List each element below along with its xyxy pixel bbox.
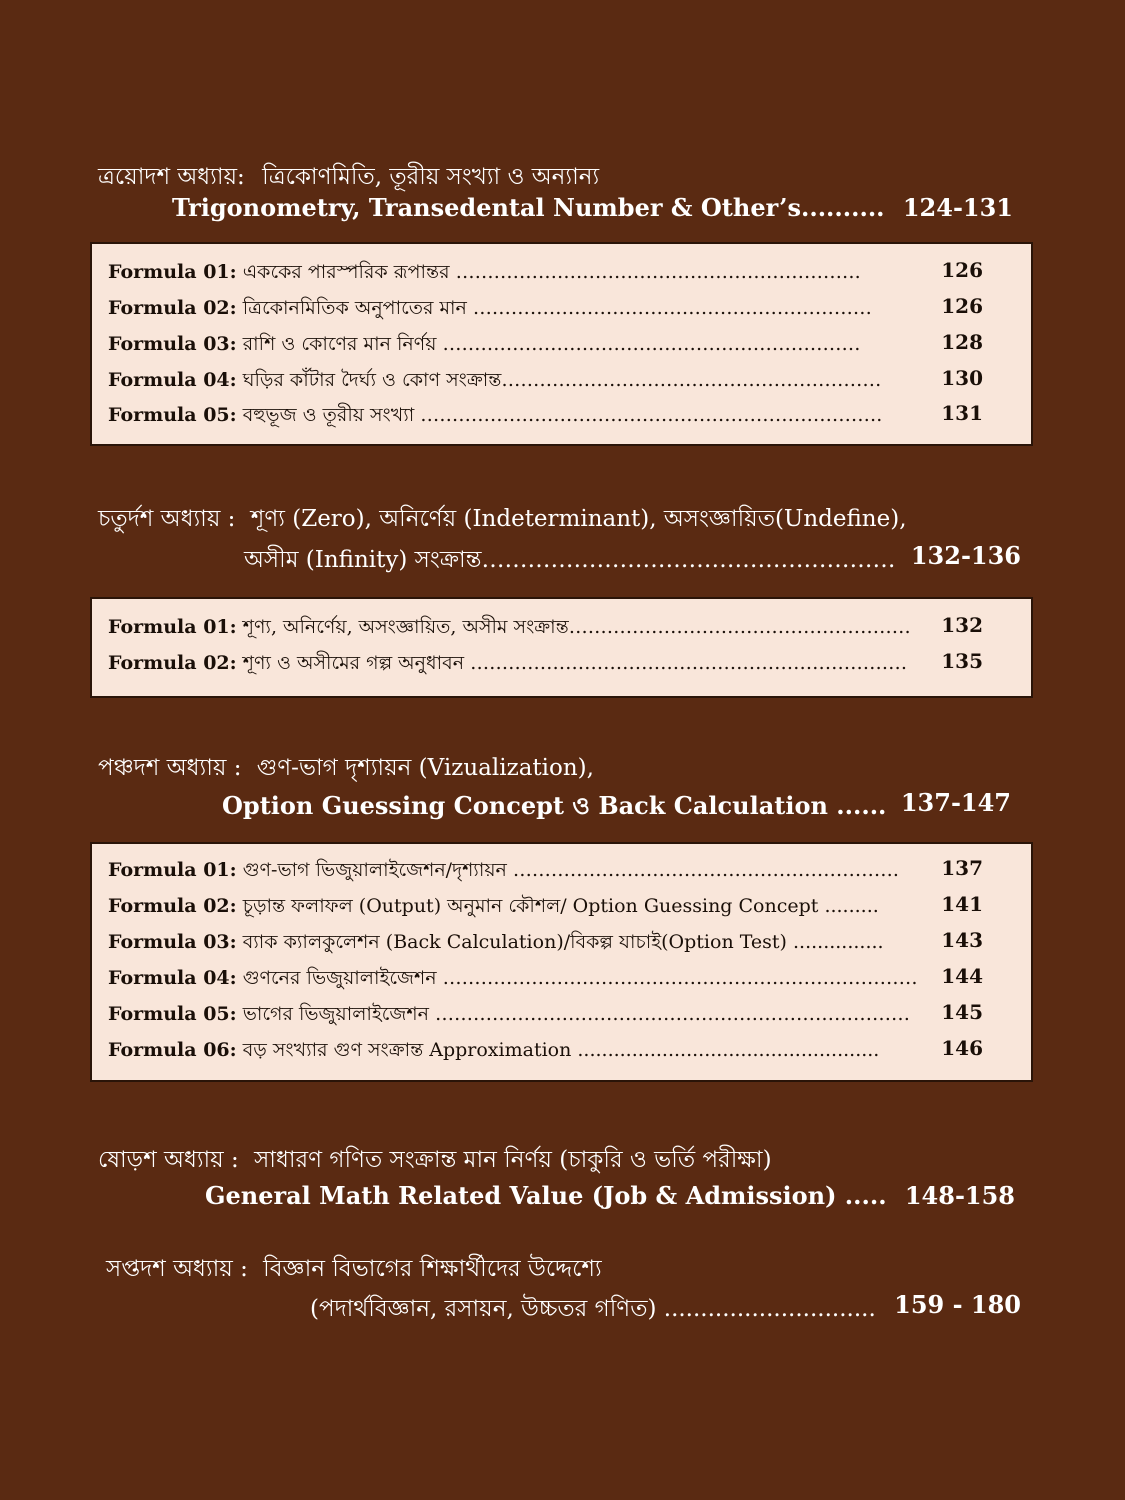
formula-text: ব্যাক ক্যালকুলেশন (Back Calculation)/বিকল্প যাচাই(Option Test) ............... xyxy=(242,931,884,953)
chapter-16-title-bn: সাধারণ গণিত সংক্রান্ত মান নির্ণয় (চাকুরি ও ভর্তি পরীক্ষা) xyxy=(254,1147,772,1173)
chapter-16-title xyxy=(98,1141,772,1180)
formula-text: ত্রিকোনমিতিক অনুপাতের মান ……………………………………………………… xyxy=(242,297,872,319)
chapter-13-formula-box xyxy=(90,242,1033,446)
formula-label: Formula 03: xyxy=(108,333,237,355)
formula-label: Formula 01: xyxy=(108,859,237,881)
chapter-15-title xyxy=(98,749,594,788)
chapter-14-title-line2: অসীম (Infinity) সংক্রান্ত……………………………………………… xyxy=(244,547,896,573)
formula-label: Formula 02: xyxy=(108,297,237,319)
chapter-16-label: ষোড়শ অধ্যায় : xyxy=(98,1147,239,1173)
chapter-17-title-line2: (পদার্থবিজ্ঞান, রসায়ন, উচ্চতর গণিত) ............................. xyxy=(310,1296,876,1322)
chapter-14-pages: 132-136 xyxy=(910,541,1021,570)
formula-row xyxy=(108,1000,1015,1034)
formula-page: 128 xyxy=(941,330,983,354)
formula-row xyxy=(108,964,1015,998)
formula-page: 132 xyxy=(941,613,983,637)
formula-page: 143 xyxy=(941,928,983,952)
formula-label: Formula 04: xyxy=(108,369,237,391)
formula-page: 126 xyxy=(941,258,983,282)
formula-page: 146 xyxy=(941,1036,983,1060)
formula-page: 137 xyxy=(941,856,983,880)
chapter-13-label: ত্রয়োদশ অধ্যায়: xyxy=(98,164,245,190)
formula-label: Formula 01: xyxy=(108,261,237,283)
formula-label: Formula 05: xyxy=(108,1003,237,1025)
chapter-15-formula-box xyxy=(90,842,1033,1082)
chapter-13-title-en: Trigonometry, Transedental Number & Other’s.......... xyxy=(172,193,885,222)
formula-text: শূণ্য ও অসীমের গল্প অনুধাবন …………………………………………………………… xyxy=(242,652,908,674)
formula-text: ঘড়ির কাঁটার দৈর্ঘ্য ও কোণ সংক্রান্ত…………………………………………………… xyxy=(242,369,882,391)
formula-row xyxy=(108,856,1015,890)
formula-text: বহুভূজ ও তূরীয় সংখ্যা ………………………………………………………………. xyxy=(242,404,883,426)
chapter-13-title xyxy=(98,158,599,197)
formula-row xyxy=(108,366,1015,400)
formula-page: 135 xyxy=(941,649,983,673)
chapter-14-formula-box xyxy=(90,597,1033,698)
formula-row xyxy=(108,649,1015,683)
formula-row xyxy=(108,1036,1015,1070)
formula-row xyxy=(108,613,1015,647)
formula-text: শূণ্য, অনির্ণেয়, অসংজ্ঞায়িত, অসীম সংক্রান্ত……………………………………………… xyxy=(242,616,911,638)
chapter-15-title-bn: গুণ-ভাগ দৃশ্যায়ন (Vizualization), xyxy=(256,755,594,781)
formula-text: ভাগের ভিজুয়ালাইজেশন ………………………………………………………………… xyxy=(242,1003,911,1025)
formula-row xyxy=(108,892,1015,926)
chapter-14-label: চতুর্দশ অধ্যায় : xyxy=(98,506,236,532)
formula-row xyxy=(108,294,1015,328)
formula-label: Formula 02: xyxy=(108,652,237,674)
formula-text: চূড়ান্ত ফলাফল (Output) অনুমান কৌশল/ Option Guessing Concept ......... xyxy=(242,895,879,917)
formula-page: 141 xyxy=(941,892,983,916)
formula-text: গুণনের ভিজুয়ালাইজেশন ………………………………………………………………… xyxy=(242,967,918,989)
formula-page: 126 xyxy=(941,294,983,318)
chapter-17-title-bn: বিজ্ঞান বিভাগের শিক্ষার্থীদের উদ্দেশ্যে xyxy=(263,1256,602,1282)
formula-label: Formula 06: xyxy=(108,1039,237,1061)
formula-text: বড় সংখ্যার গুণ সংক্রান্ত Approximation .................................................. xyxy=(242,1039,880,1061)
formula-row xyxy=(108,330,1015,364)
chapter-16-title-en: General Math Related Value (Job & Admission) ..... xyxy=(205,1181,887,1210)
chapter-15-label: পঞ্চদশ অধ্যায় : xyxy=(98,755,242,781)
formula-row xyxy=(108,258,1015,292)
formula-label: Formula 01: xyxy=(108,616,237,638)
formula-label: Formula 03: xyxy=(108,931,237,953)
formula-page: 144 xyxy=(941,964,983,988)
formula-row xyxy=(108,401,1015,435)
formula-page: 130 xyxy=(941,366,983,390)
chapter-17-title xyxy=(106,1250,602,1289)
formula-page: 131 xyxy=(941,401,983,425)
chapter-15-pages: 137-147 xyxy=(900,788,1011,817)
formula-text: গুণ-ভাগ ভিজুয়ালাইজেশন/দৃশ্যায়ন ……………………………………………………. xyxy=(242,859,899,881)
chapter-14-title xyxy=(98,500,907,539)
formula-text: রাশি ও কোণের মান নির্ণয় ………………………………………………………… xyxy=(242,333,861,355)
chapter-16-pages: 148-158 xyxy=(904,1181,1015,1210)
formula-text: এককের পারস্পরিক রূপান্তর ………………………………………………………. xyxy=(242,261,861,283)
chapter-14-title-bn: শূণ্য (Zero), অনির্ণেয় (Indeterminant), অসংজ্ঞায়িত(Undefine), xyxy=(250,506,907,532)
formula-row xyxy=(108,928,1015,962)
chapter-13-title-bn: ত্রিকোণমিতি, তূরীয় সংখ্যা ও অন্যান্য xyxy=(262,164,600,190)
chapter-17-pages: 159 - 180 xyxy=(894,1290,1021,1319)
chapter-13-pages: 124-131 xyxy=(902,193,1013,222)
chapter-15-title-en: Option Guessing Concept ও Back Calculation ...... xyxy=(222,791,887,820)
formula-label: Formula 02: xyxy=(108,895,237,917)
formula-label: Formula 04: xyxy=(108,967,237,989)
chapter-17-label: সপ্তদশ অধ্যায় : xyxy=(106,1256,248,1282)
formula-page: 145 xyxy=(941,1000,983,1024)
formula-label: Formula 05: xyxy=(108,404,237,426)
